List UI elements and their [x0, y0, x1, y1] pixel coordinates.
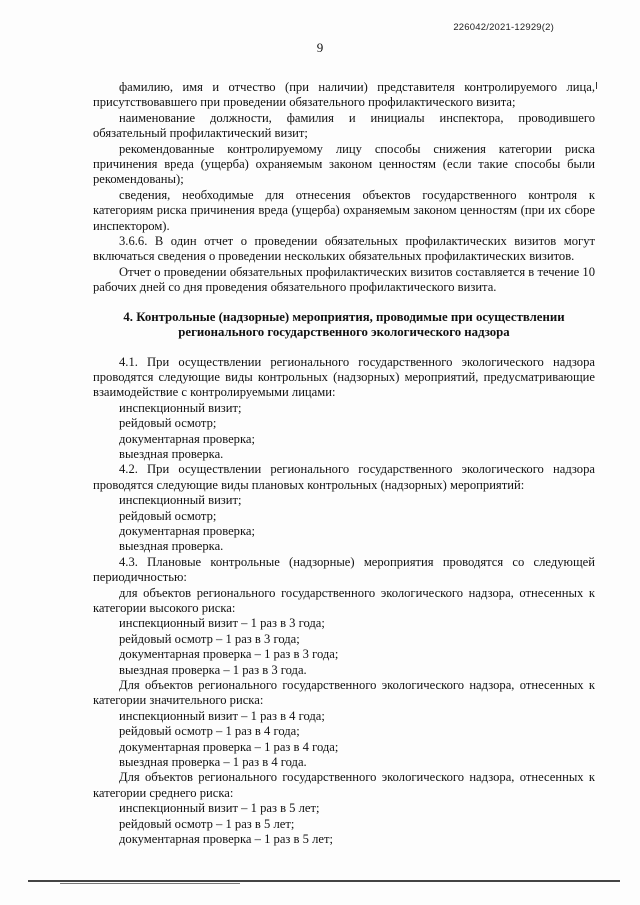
paragraph: 3.6.6. В один отчет о проведении обязательных профилактических визитов могут включаться сведения о проведении нескольких обязательных профилактических визитов. [93, 234, 595, 264]
paragraph: Отчет о проведении обязательных профилактических визитов составляется в течение 10 рабочих дней со дня проведения обязательного профилактического визита. [93, 264, 595, 295]
list-item: документарная проверка – 1 раз в 5 лет; [119, 832, 333, 847]
list-item: выездная проверка – 1 раз в 4 года. [119, 755, 307, 770]
list-item: рейдовый осмотр; [119, 416, 217, 431]
paragraph: для объектов регионального государственного экологического надзора, отнесенных к категории высокого риска: [93, 585, 595, 615]
page-number: 9 [316, 40, 324, 55]
list-item: инспекционный визит; [119, 400, 242, 415]
paragraph: сведения, необходимые для отнесения объектов государственного контроля к категориям риска причинения вреда (ущерба) охраняемым законом ценностям (при их сборе инспектором). [93, 187, 595, 233]
list-item: инспекционный визит – 1 раз в 4 года; [119, 708, 325, 723]
list-item: выездная проверка. [119, 539, 224, 554]
spacer [93, 296, 595, 303]
paragraph: фамилию, имя и отчество (при наличии) представителя контролируемого лица, присутствовавшего при проведении обязательного профилактического визита; [93, 80, 595, 110]
list-item: документарная проверка – 1 раз в 3 года; [119, 647, 339, 662]
spacer [93, 341, 595, 348]
paragraph: 4.1. При осуществлении регионального государственного экологического надзора проводятся следующие виды контрольных (надзорных) мероприятий, предусматривающие взаимодействие с контролируемыми лицами: [93, 354, 595, 400]
document-body [93, 80, 595, 848]
paragraph: Для объектов регионального государственного экологического надзора, отнесенных к категории среднего риска: [93, 770, 595, 800]
margin-mark [596, 82, 597, 89]
list-item: рейдовый осмотр – 1 раз в 3 года; [119, 631, 300, 646]
list-item: инспекционный визит; [119, 493, 242, 508]
scan-edge-line [28, 880, 620, 882]
scan-edge-line [60, 883, 240, 884]
list-item: рейдовый осмотр – 1 раз в 5 лет; [119, 816, 295, 831]
document-number: 226042/2021-12929(2) [453, 22, 554, 33]
paragraph: 4.2. При осуществлении регионального государственного экологического надзора проводятся следующие виды плановых контрольных (надзорных) мероприятий: [93, 462, 595, 492]
section-title: 4. Контрольные (надзорные) мероприятия, проводимые при осуществлении [123, 309, 565, 324]
section-title: регионального государственного экологического надзора [178, 325, 510, 340]
list-item: выездная проверка – 1 раз в 3 года. [119, 662, 307, 677]
list-item: выездная проверка. [119, 446, 224, 461]
spacer [93, 303, 595, 310]
list-item: инспекционный визит – 1 раз в 5 лет; [119, 801, 320, 816]
list-item: рейдовый осмотр; [119, 508, 217, 523]
list-item: документарная проверка; [119, 431, 255, 446]
list-item: инспекционный визит – 1 раз в 3 года; [119, 616, 325, 631]
paragraph: 4.3. Плановые контрольные (надзорные) мероприятия проводятся со следующей периодичностью: [93, 554, 595, 585]
list-item: документарная проверка – 1 раз в 4 года; [119, 739, 339, 754]
list-item: рейдовый осмотр – 1 раз в 4 года; [119, 724, 300, 739]
paragraph: Для объектов регионального государственного экологического надзора, отнесенных к категории значительного риска: [93, 678, 595, 708]
list-item: документарная проверка; [119, 523, 255, 538]
paragraph: наименование должности, фамилия и инициалы инспектора, проводившего обязательный профилактический визит; [93, 110, 595, 141]
spacer [93, 348, 595, 355]
paragraph: рекомендованные контролируемому лицу способы снижения категории риска причинения вреда (ущерба) охраняемым законом ценностям (если такие способы были рекомендованы); [93, 141, 595, 187]
